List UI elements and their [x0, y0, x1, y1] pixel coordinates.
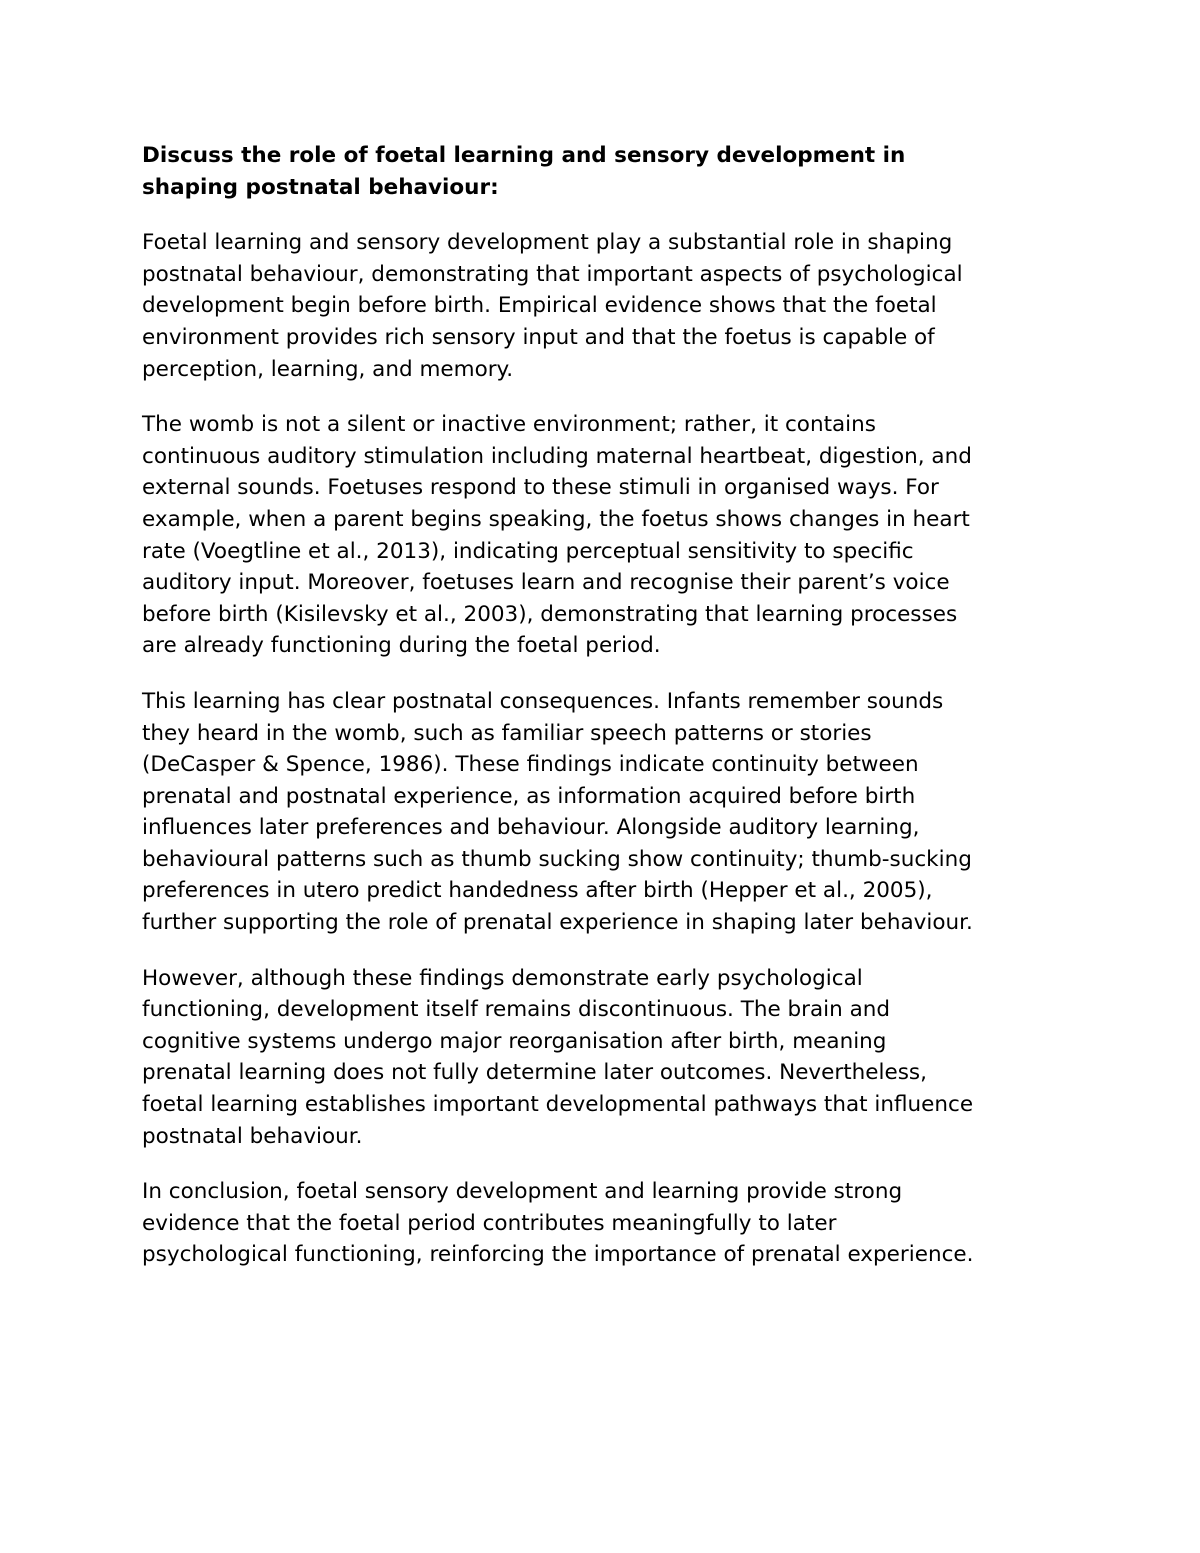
text-line: behavioural patterns such as thumb sucking show continuity; thumb-sucking	[142, 846, 972, 872]
text-line: The womb is not a silent or inactive environment; rather, it contains	[142, 412, 876, 438]
text-line: they heard in the womb, such as familiar speech patterns or stories	[142, 720, 872, 746]
text-line: rate (Voegtline et al., 2013), indicating perceptual sensitivity to specific	[142, 538, 914, 564]
text-line: development begin before birth. Empirical evidence shows that the foetal	[142, 293, 937, 319]
text-line: environment provides rich sensory input and that the foetus is capable of	[142, 324, 935, 350]
text-line: auditory input. Moreover, foetuses learn and recognise their parent’s voice	[142, 570, 950, 596]
paragraph-discontinuity	[142, 963, 1072, 1153]
paragraph-postnatal	[142, 686, 1072, 939]
text-line: prenatal and postnatal experience, as information acquired before birth	[142, 783, 916, 809]
text-line: In conclusion, foetal sensory development and learning provide strong	[142, 1179, 903, 1205]
text-line: perception, learning, and memory.	[142, 356, 514, 382]
text-line: continuous auditory stimulation including maternal heartbeat, digestion, and	[142, 443, 972, 469]
paragraph-conclusion	[142, 1176, 1072, 1271]
text-line: external sounds. Foetuses respond to these stimuli in organised ways. For	[142, 475, 939, 501]
text-line: This learning has clear postnatal consequences. Infants remember sounds	[142, 688, 944, 714]
text-line: further supporting the role of prenatal experience in shaping later behaviour.	[142, 910, 973, 936]
text-line: example, when a parent begins speaking, the foetus shows changes in heart	[142, 506, 970, 532]
text-line: are already functioning during the foetal period.	[142, 633, 661, 659]
text-line: postnatal behaviour, demonstrating that important aspects of psychological	[142, 261, 963, 287]
text-line: functioning, development itself remains discontinuous. The brain and	[142, 997, 891, 1023]
paragraph-womb	[142, 409, 1072, 662]
title-line: Discuss the role of foetal learning and sensory development in	[142, 143, 906, 168]
text-line: Foetal learning and sensory development play a substantial role in shaping	[142, 230, 953, 256]
text-line: before birth (Kisilevsky et al., 2003), demonstrating that learning processes	[142, 601, 958, 627]
text-line: psychological functioning, reinforcing the importance of prenatal experience.	[142, 1242, 974, 1268]
text-line: foetal learning establishes important developmental pathways that influence	[142, 1092, 974, 1118]
document-body	[142, 140, 1072, 1295]
text-line: prenatal learning does not fully determine later outcomes. Nevertheless,	[142, 1060, 927, 1086]
text-line: preferences in utero predict handedness after birth (Hepper et al., 2005),	[142, 878, 933, 904]
text-line: However, although these findings demonstrate early psychological	[142, 965, 863, 991]
title-line: shaping postnatal behaviour:	[142, 174, 499, 200]
paragraph-intro	[142, 227, 1072, 385]
text-line: (DeCasper & Spence, 1986). These findings indicate continuity between	[142, 752, 919, 778]
text-line: cognitive systems undergo major reorganisation after birth, meaning	[142, 1028, 887, 1054]
text-line: influences later preferences and behaviour. Alongside auditory learning,	[142, 815, 920, 841]
document-title	[142, 140, 1072, 203]
text-line: postnatal behaviour.	[142, 1123, 363, 1149]
text-line: evidence that the foetal period contributes meaningfully to later	[142, 1210, 837, 1236]
